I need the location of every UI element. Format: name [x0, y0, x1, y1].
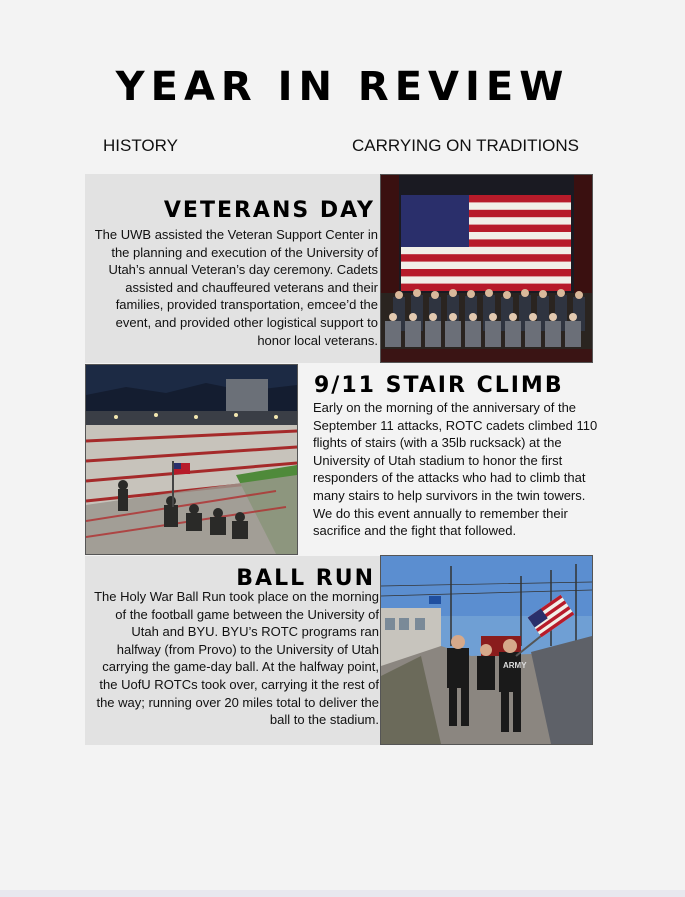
stair-climb-heading: 9/11 STAIR CLIMB	[314, 373, 564, 398]
stair-climb-text: Early on the morning of the anniversary of the September 11 attacks, ROTC cadets climbed 110 flights of stairs (with a 35lb rucksack) at the University of Utah stadium to honor the first responders of the attacks who had to climb that many stairs to help survivors in the twin towers. We do this event annually to remember their sacrifice and the fight that followed.	[313, 400, 598, 539]
subhead-traditions: CARRYING ON TRADITIONS	[352, 136, 580, 155]
ball-run-text: The Holy War Ball Run took place on the morning of the football game between the University of Utah and BYU. BYU’s ROTC programs ran halfway (from Provo) to the University of Utah carrying the game-day ball. At the halfway point, the UofU ROTCs took over, carrying it the rest of the way; running over 20 miles total to deliver the ball to the stadium.	[94, 589, 379, 728]
stair-climb-photo	[85, 364, 298, 555]
subhead-history: HISTORY	[103, 136, 178, 155]
page-title: YEAR IN REVIEW	[115, 64, 570, 110]
veterans-day-heading: VETERANS DAY	[163, 198, 375, 223]
veterans-day-text: The UWB assisted the Veteran Support Center in the planning and execution of the University of Utah’s annual Veteran’s day ceremony. Cadets assisted and chauffeured veterans and their families, provided transportation, emcee’d the event, and provided other logistical support to honor local veterans.	[94, 227, 378, 348]
ball-run-heading: BALL RUN	[236, 566, 375, 591]
veterans-day-photo	[380, 174, 593, 363]
ball-run-photo	[380, 555, 593, 745]
page-bottom-edge	[0, 890, 685, 897]
army-shirt-text: ARMY	[503, 661, 527, 670]
